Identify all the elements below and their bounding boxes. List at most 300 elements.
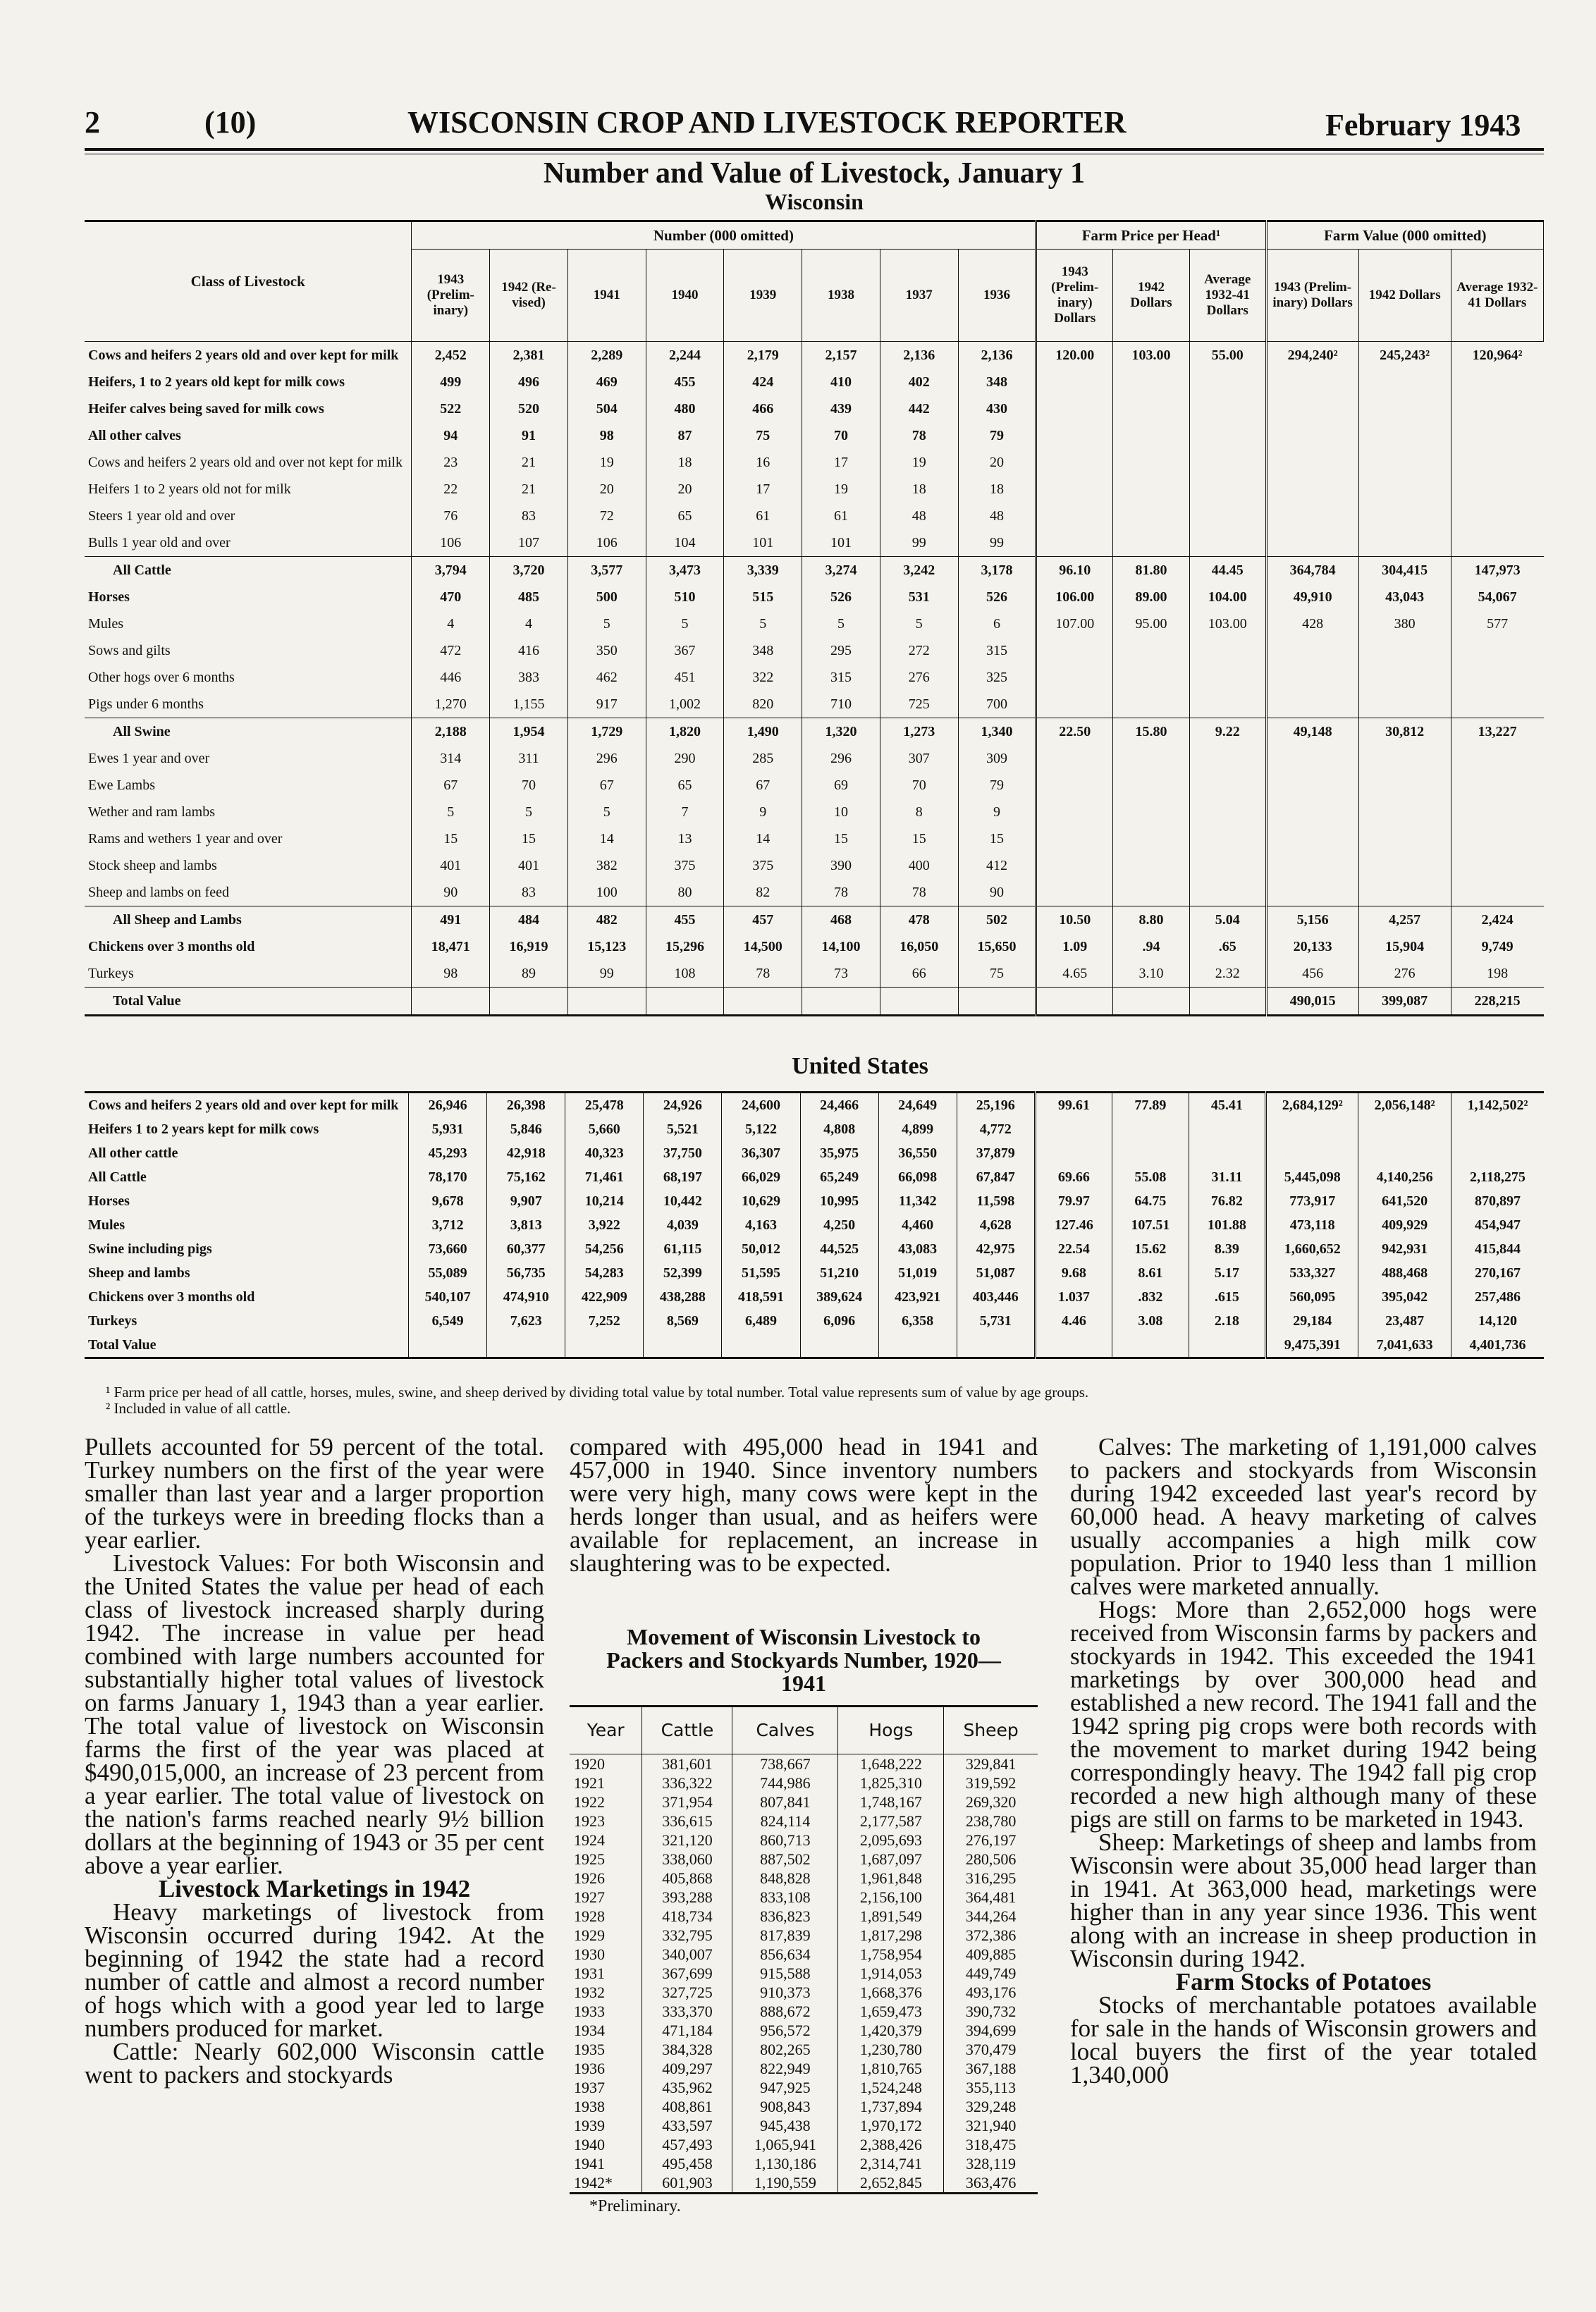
number-cell: 401 [490,852,568,879]
table-row [85,1285,1544,1309]
row-label: Sheep and lambs on feed [88,885,229,900]
number-cell [800,1333,878,1358]
number-cell: 4,899 [878,1117,957,1141]
movement-value: 338,060 [642,1850,732,1869]
row-label: All other cattle [88,1145,178,1161]
movement-value: 394,699 [944,2021,1038,2040]
movement-value: 2,652,845 [838,2173,944,2194]
number-cell: 4 [412,610,490,637]
number-cell: 76 [412,503,490,529]
value-col-header: Average 1932-41 Dollars [1451,250,1543,342]
row-label: Steers 1 year old and over [88,508,235,524]
value-cell: 270,167 [1451,1261,1544,1285]
value-cell [1451,1117,1544,1141]
number-cell: 106 [412,529,490,557]
price-cell [1189,369,1266,395]
number-cell: 2,452 [412,342,490,369]
table-row [85,852,1544,879]
movement-value: 601,903 [642,2173,732,2194]
movement-value: 1,891,549 [838,1907,944,1926]
table-row [85,1165,1544,1189]
value-cell: 7,041,633 [1358,1333,1451,1358]
price-cell [1189,503,1266,529]
value-cell: 49,148 [1266,718,1358,746]
number-cell: 6,096 [800,1309,878,1333]
movement-value: 238,780 [944,1812,1038,1831]
price-cell [1189,1141,1265,1165]
price-cell: 103.00 [1189,610,1266,637]
value-cell: 533,327 [1265,1261,1358,1285]
number-cell [565,1333,644,1358]
number-cell: 19 [802,476,880,503]
movement-value: 848,828 [732,1869,838,1888]
movement-value: 1,817,298 [838,1926,944,1945]
value-cell: 399,087 [1358,988,1451,1016]
number-cell: 2,179 [724,342,802,369]
price-cell: 1.037 [1035,1285,1112,1309]
value-cell [1451,664,1543,691]
number-cell: 19 [880,449,958,476]
number-cell: 3,813 [487,1213,565,1237]
number-cell: 101 [802,529,880,557]
movement-year: 1927 [574,1888,605,1906]
number-cell: 51,595 [722,1261,800,1285]
number-cell: 5,846 [487,1117,565,1141]
price-cell: 3.10 [1113,960,1190,988]
value-cell [1358,664,1451,691]
number-cell: 7 [646,799,724,825]
row-label: Chickens over 3 months old [88,939,255,954]
number-cell: 1,273 [880,718,958,746]
number-cell: 56,735 [487,1261,565,1285]
number-cell: 1,320 [802,718,880,746]
value-cell: 488,468 [1358,1261,1451,1285]
number-cell: 10,214 [565,1189,644,1213]
number-cell: 296 [567,745,646,772]
number-cell: 469 [567,369,646,395]
number-cell: 54,256 [565,1237,644,1261]
number-cell: 410 [802,369,880,395]
movement-year: 1941 [574,2154,605,2172]
movement-value: 405,868 [642,1869,732,1888]
number-cell [880,988,958,1016]
price-cell: 44.45 [1189,557,1266,584]
price-cell [1112,1117,1189,1141]
price-cell [1036,879,1113,906]
text-column-2 [570,1435,1038,1575]
price-cell: 107.00 [1036,610,1113,637]
value-cell: 490,015 [1266,988,1358,1016]
price-cell: 31.11 [1189,1165,1265,1189]
number-cell: 485 [490,584,568,610]
number-cell: 5 [646,610,724,637]
number-cell: 480 [646,395,724,422]
number-col-header: 1937 [880,250,958,342]
price-cell: 22.50 [1036,718,1113,746]
number-cell: 43,083 [878,1237,957,1261]
price-cell: 22.54 [1035,1237,1112,1261]
number-cell: 4,628 [957,1213,1035,1237]
number-cell: 65 [646,772,724,799]
number-cell: 17 [724,476,802,503]
price-cell: 8.80 [1113,906,1190,934]
number-cell: 466 [724,395,802,422]
movement-table-block [570,1625,1038,2216]
table-title: Number and Value of Livestock, January 1 [543,157,1086,190]
movement-year: 1924 [574,1831,605,1849]
number-cell: 26,946 [409,1093,487,1118]
value-cell: 54,067 [1451,584,1543,610]
price-cell [1189,422,1266,449]
value-cell: 560,095 [1265,1285,1358,1309]
value-cell [1451,825,1543,852]
number-cell: 89 [490,960,568,988]
value-cell [1451,422,1543,449]
price-cell: 9.68 [1035,1261,1112,1285]
row-label: Other hogs over 6 months [88,670,235,685]
livestock-table-us [85,1091,1544,1359]
number-cell: 285 [724,745,802,772]
value-cell [1266,395,1358,422]
movement-value: 435,962 [642,2078,732,2097]
value-cell: 5,156 [1266,906,1358,934]
price-cell: 2.18 [1189,1309,1265,1333]
number-cell: 457 [724,906,802,934]
movement-row [570,2173,1038,2194]
price-cell [1036,395,1113,422]
value-cell [1358,476,1451,503]
number-cell: 67,847 [957,1165,1035,1189]
value-cell: 228,215 [1451,988,1543,1016]
movement-value: 384,328 [642,2040,732,2059]
number-cell: 315 [958,637,1036,664]
price-cell [1189,825,1266,852]
value-cell: 13,227 [1451,718,1543,746]
price-group-header: Farm Price per Head¹ [1036,221,1266,250]
number-cell: 18 [646,449,724,476]
price-cell: 3.08 [1112,1309,1189,1333]
value-cell [1358,691,1451,718]
movement-row [570,2002,1038,2021]
value-cell: 49,910 [1266,584,1358,610]
number-cell: 710 [802,691,880,718]
number-cell: 65,249 [800,1165,878,1189]
number-cell: 531 [880,584,958,610]
movement-value: 1,420,379 [838,2021,944,2040]
movement-year: 1931 [574,1964,605,1982]
value-col-header: 1943 (Prelim-inary) Dollars [1266,250,1358,342]
value-cell [1358,1141,1451,1165]
number-cell: 18,471 [412,933,490,960]
movement-value: 910,373 [732,1983,838,2002]
value-cell [1358,825,1451,852]
number-cell [412,988,490,1016]
price-cell [1113,691,1190,718]
number-cell: 24,926 [644,1093,722,1118]
number-cell: 3,712 [409,1213,487,1237]
movement-value: 1,065,941 [732,2135,838,2154]
price-cell: 77.89 [1112,1093,1189,1118]
number-cell: 307 [880,745,958,772]
number-cell: 502 [958,906,1036,934]
number-cell: 19 [567,449,646,476]
movement-year: 1930 [574,1945,605,1963]
number-cell: 36,307 [722,1141,800,1165]
number-cell: 6 [958,610,1036,637]
price-cell [1113,369,1190,395]
number-cell: 78 [880,422,958,449]
row-label: Heifer calves being saved for milk cows [88,401,324,417]
movement-year: 1926 [574,1869,605,1887]
value-cell [1451,637,1543,664]
movement-year: 1933 [574,2002,605,2020]
movement-value: 329,841 [944,1754,1038,1774]
number-cell: 73,660 [409,1237,487,1261]
movement-value: 1,970,172 [838,2116,944,2135]
number-cell: 5,122 [722,1117,800,1141]
number-cell: 79 [958,772,1036,799]
price-cell [1189,1333,1265,1358]
price-cell [1113,664,1190,691]
number-cell: 382 [567,852,646,879]
value-cell: 415,844 [1451,1237,1544,1261]
number-cell: 9,678 [409,1189,487,1213]
number-cell: 68,197 [644,1165,722,1189]
price-cell [1036,825,1113,852]
price-cell [1113,422,1190,449]
movement-row [570,2040,1038,2059]
price-cell [1036,988,1113,1016]
movement-value: 333,370 [642,2002,732,2021]
movement-value: 321,940 [944,2116,1038,2135]
number-cell: 5 [490,799,568,825]
row-label: Turkeys [88,1313,137,1329]
text-column-3 [1070,1433,1537,2089]
value-cell [1358,449,1451,476]
number-cell: 78 [724,960,802,988]
number-cell: 504 [567,395,646,422]
movement-row [570,2154,1038,2173]
number-cell: 14 [567,825,646,852]
number-cell: 418,591 [722,1285,800,1309]
value-cell [1358,745,1451,772]
movement-value: 807,841 [732,1793,838,1812]
price-cell [1113,745,1190,772]
table-row [85,610,1544,637]
number-cell: 21 [490,476,568,503]
number-cell: 5,931 [409,1117,487,1141]
price-cell: 104.00 [1189,584,1266,610]
number-cell: 106 [567,529,646,557]
number-cell: 350 [567,637,646,664]
number-cell: 23 [412,449,490,476]
number-cell: 94 [412,422,490,449]
number-cell [567,988,646,1016]
price-cell [1113,395,1190,422]
number-cell: 389,624 [800,1285,878,1309]
movement-value: 457,493 [642,2135,732,2154]
number-cell: 75,162 [487,1165,565,1189]
number-cell [646,988,724,1016]
price-col-header: 1942 Dollars [1113,250,1190,342]
row-label: Pigs under 6 months [88,696,204,712]
number-cell: 290 [646,745,724,772]
movement-value: 822,949 [732,2059,838,2078]
price-cell: 76.82 [1189,1189,1265,1213]
value-cell: 43,043 [1358,584,1451,610]
number-cell: 484 [490,906,568,934]
movement-value: 888,672 [732,2002,838,2021]
number-cell: 104 [646,529,724,557]
movement-row [570,1964,1038,1983]
value-cell: 456 [1266,960,1358,988]
movement-value: 269,320 [944,1793,1038,1812]
number-cell [724,988,802,1016]
movement-value: 449,749 [944,1964,1038,1983]
number-cell: 75 [724,422,802,449]
value-cell [1266,745,1358,772]
value-cell: 30,812 [1358,718,1451,746]
movement-value: 408,861 [642,2097,732,2116]
movement-row [570,1754,1038,1774]
number-cell: 4,039 [644,1213,722,1237]
number-cell: 48 [880,503,958,529]
movement-value: 1,668,376 [838,1983,944,2002]
movement-value: 2,177,587 [838,1812,944,1831]
table-row [85,1333,1544,1358]
price-cell [1113,988,1190,1016]
movement-year: 1940 [574,2135,605,2153]
movement-value: 363,476 [944,2173,1038,2194]
number-cell: 2,136 [958,342,1036,369]
movement-value: 1,659,473 [838,2002,944,2021]
movement-value: 824,114 [732,1812,838,1831]
number-cell: 424 [724,369,802,395]
movement-value: 371,954 [642,1793,732,1812]
number-cell: 83 [490,879,568,906]
value-cell: 364,784 [1266,557,1358,584]
number-cell: 491 [412,906,490,934]
price-cell [1189,1117,1265,1141]
number-cell: 67 [412,772,490,799]
value-cell: 2,056,148² [1358,1093,1451,1118]
movement-value: 956,572 [732,2021,838,2040]
number-cell: 66,029 [722,1165,800,1189]
movement-value: 1,130,186 [732,2154,838,2173]
price-cell: 55.00 [1189,342,1266,369]
value-group-header: Farm Value (000 omitted) [1266,221,1543,250]
movement-value: 355,113 [944,2078,1038,2097]
price-cell: 96.10 [1036,557,1113,584]
number-cell: 79 [958,422,1036,449]
value-cell: 120,964² [1451,342,1543,369]
movement-note: *Preliminary. [589,2197,681,2215]
movement-value: 321,120 [642,1831,732,1850]
paragraph-hogs: Hogs: More than 2,652,000 hogs were received from Wisconsin farms by packers and stockyards in 1942. This exceeded the 1941 marketings by over 300,000 head and established a new record. The 1941 fall and the 1942 spring pig crops were both records with the movement to market during 1942 being correspondingly heavy. The 1942 fall pig crop recorded a new high although many of these pigs are still on farms to be marketed in 1943. [1070,1596,1537,1833]
number-cell: 61 [802,503,880,529]
number-cell: 309 [958,745,1036,772]
number-col-header: 1939 [724,250,802,342]
value-cell [1266,503,1358,529]
table-row [85,449,1544,476]
number-cell: 87 [646,422,724,449]
number-cell: 52,399 [644,1261,722,1285]
price-cell: 79.97 [1035,1189,1112,1213]
number-cell: 1,340 [958,718,1036,746]
number-cell: 51,019 [878,1261,957,1285]
number-cell: 26,398 [487,1093,565,1118]
number-cell: 1,270 [412,691,490,718]
table-row [85,1261,1544,1285]
number-cell: 3,720 [490,557,568,584]
number-cell: 526 [958,584,1036,610]
value-cell [1451,691,1543,718]
price-col-header: 1943 (Prelim-inary) Dollars [1036,250,1113,342]
number-cell [802,988,880,1016]
number-cell: 375 [724,852,802,879]
movement-value: 1,648,222 [838,1754,944,1774]
movement-year: 1920 [574,1754,605,1773]
price-cell [1189,745,1266,772]
price-cell [1036,369,1113,395]
number-cell: 11,598 [957,1189,1035,1213]
paragraph-livestock-values: Livestock Values: For both Wisconsin and the United States the value per head of each class of livestock increased sharply during 1942. The increase in value per head combined with large numbers accounted for substantially higher total values of livestock on farms January 1, 1943 than a year earlier. The total value of livestock on Wisconsin farms the first of the year was placed at $490,015,000, an increase of 23 percent from a year earlier. The total value of livestock on the nation's farms reached nearly 9½ billion dollars at the beginning of 1943 or 35 per cent above a year earlier. [85,1549,544,1879]
movement-year: 1936 [574,2059,605,2077]
number-cell: 8 [880,799,958,825]
table-row [85,1213,1544,1237]
number-cell: 4 [490,610,568,637]
price-cell: 15.62 [1112,1237,1189,1261]
number-cell: 4,163 [722,1213,800,1237]
number-cell: 478 [880,906,958,934]
number-cell: 2,244 [646,342,724,369]
number-cell: 4,250 [800,1213,878,1237]
number-cell: 367 [646,637,724,664]
movement-value: 1,961,848 [838,1869,944,1888]
number-cell: 91 [490,422,568,449]
value-cell [1451,395,1543,422]
number-cell: 24,649 [878,1093,957,1118]
movement-row [570,2059,1038,2078]
number-cell: 496 [490,369,568,395]
movement-row [570,1850,1038,1869]
movement-value: 817,839 [732,1926,838,1945]
number-cell: 3,178 [958,557,1036,584]
row-label: Heifers, 1 to 2 years old kept for milk cows [88,374,345,390]
movement-value: 1,748,167 [838,1793,944,1812]
number-cell: 14 [724,825,802,852]
number-cell: 90 [412,879,490,906]
movement-value: 332,795 [642,1926,732,1945]
value-cell: 2,424 [1451,906,1543,934]
value-cell [1358,503,1451,529]
number-cell: 108 [646,960,724,988]
value-cell [1358,1117,1451,1141]
value-cell: 147,973 [1451,557,1543,584]
movement-value: 887,502 [732,1850,838,1869]
number-cell: 5 [567,610,646,637]
number-cell: 314 [412,745,490,772]
number-cell: 400 [880,852,958,879]
value-cell: 1,142,502² [1451,1093,1544,1118]
number-cell: 4,808 [800,1117,878,1141]
number-cell: 99 [880,529,958,557]
number-cell: 10,442 [644,1189,722,1213]
number-cell: 472 [412,637,490,664]
value-cell [1358,369,1451,395]
value-cell [1266,691,1358,718]
table-row [85,933,1544,960]
